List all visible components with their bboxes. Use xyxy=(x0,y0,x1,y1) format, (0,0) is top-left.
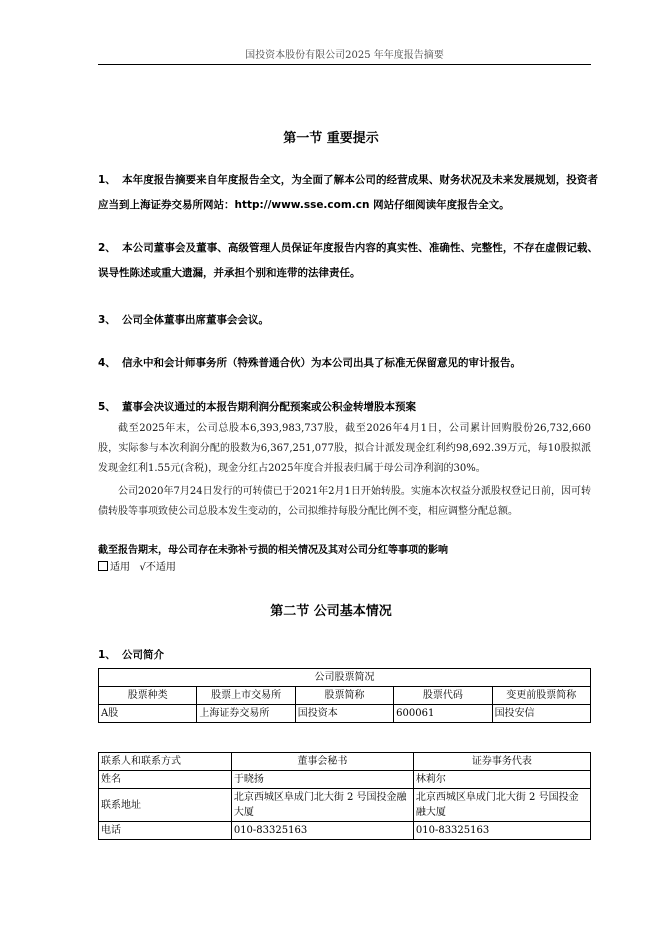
table-header: 变更前股票简称 xyxy=(492,687,590,705)
item-text: 本年度报告摘要来自年度报告全文，为全面了解本公司的经营成果、财务状况及未来发展规划，投资者应当到上海证券交易所网站：http://www.sse.com.cn 网站仔细阅读年度报告全文。 xyxy=(98,174,598,211)
table-header: 股票种类 xyxy=(99,687,197,705)
applicability-options xyxy=(98,559,591,577)
notice-item-1 xyxy=(98,168,598,218)
table-header: 股票代码 xyxy=(394,687,492,705)
page-header: 国投资本股份有限公司2025 年年度报告摘要 xyxy=(98,46,591,65)
unchecked-box-icon xyxy=(98,561,108,571)
option-not-applicable: √不适用 xyxy=(139,562,176,573)
notice-item-2 xyxy=(98,236,598,286)
stock-table-caption: 公司股票简况 xyxy=(99,669,591,687)
item-number: 2、 xyxy=(98,242,116,254)
table-cell: 北京西城区阜成门北大街 2 号国投金融大厦 xyxy=(231,789,413,822)
notice-item-4 xyxy=(98,351,598,376)
item-text: 公司全体董事出席董事会会议。 xyxy=(122,314,269,326)
convertible-bond-paragraph: 公司2020年7月24日发行的可转债已于2021年2月1日开始转股。实施本次权益分派股权登记日前，因可转债转股等事项致使公司总股本发生变动的，公司拟维持每股分配比例不变，相应调整分配总额。 xyxy=(98,486,591,517)
table-cell: 国投安信 xyxy=(492,705,590,723)
table-cell: 上海证券交易所 xyxy=(197,705,295,723)
option-applicable: 适用 xyxy=(110,562,130,573)
item-text: 公司简介 xyxy=(122,649,164,661)
item-text: 信永中和会计师事务所（特殊普通合伙）为本公司出具了标准无保留意见的审计报告。 xyxy=(122,357,521,369)
item-number: 5、 xyxy=(98,401,116,413)
contact-info-table xyxy=(98,752,591,840)
table-header: 证券事务代表 xyxy=(413,753,590,771)
item-number: 4、 xyxy=(98,357,116,369)
table-cell: A股 xyxy=(99,705,197,723)
section-title-2: 第二节 公司基本情况 xyxy=(270,604,392,619)
table-cell: 010-83325163 xyxy=(231,822,413,840)
table-header: 董事会秘书 xyxy=(231,753,413,771)
table-cell: 林莉尔 xyxy=(413,771,590,789)
section-title-1: 第一节 重要提示 xyxy=(283,131,379,146)
table-header: 股票简称 xyxy=(295,687,393,705)
table-cell: 联系地址 xyxy=(99,789,232,822)
table-cell: 于晓扬 xyxy=(231,771,413,789)
item-text: 董事会决议通过的本报告期利润分配预案或公积金转增股本预案 xyxy=(122,401,416,413)
notice-item-3 xyxy=(98,308,598,333)
table-header: 联系人和联系方式 xyxy=(99,753,232,771)
notice-item-5 xyxy=(98,395,598,420)
table-cell: 电话 xyxy=(99,822,232,840)
item-number: 3、 xyxy=(98,314,116,326)
dividend-paragraph: 截至2025年末，公司总股本6,393,983,737股，截至2026年4月1日，公司累计回购股份26,732,660股，实际参与本次利润分配的股数为6,367,251,077股，拟合计派发现金红利约98,692.39万元，每10股拟派发现金红利1.55元(含税)，现金分红占2025年度合并报表归属于母公司净利润的30%。 xyxy=(98,423,591,474)
table-cell: 北京西城区阜成门北大街 2 号国投金融大厦 xyxy=(413,789,590,822)
item-number: 1、 xyxy=(98,649,116,661)
table-header: 股票上市交易所 xyxy=(197,687,295,705)
company-intro-heading xyxy=(98,643,598,668)
table-cell: 010-83325163 xyxy=(413,822,590,840)
item-number: 1、 xyxy=(98,174,116,186)
item-text: 本公司董事会及董事、高级管理人员保证年度报告内容的真实性、准确性、完整性，不存在虚假记载、误导性陈述或重大遗漏，并承担个别和连带的法律责任。 xyxy=(98,242,598,279)
loss-impact-title: 截至报告期末，母公司存在未弥补亏损的相关情况及其对公司分红等事项的影响 xyxy=(98,545,448,556)
table-cell: 600061 xyxy=(394,705,492,723)
table-cell: 姓名 xyxy=(99,771,232,789)
table-cell: 国投资本 xyxy=(295,705,393,723)
stock-info-table xyxy=(98,668,591,723)
